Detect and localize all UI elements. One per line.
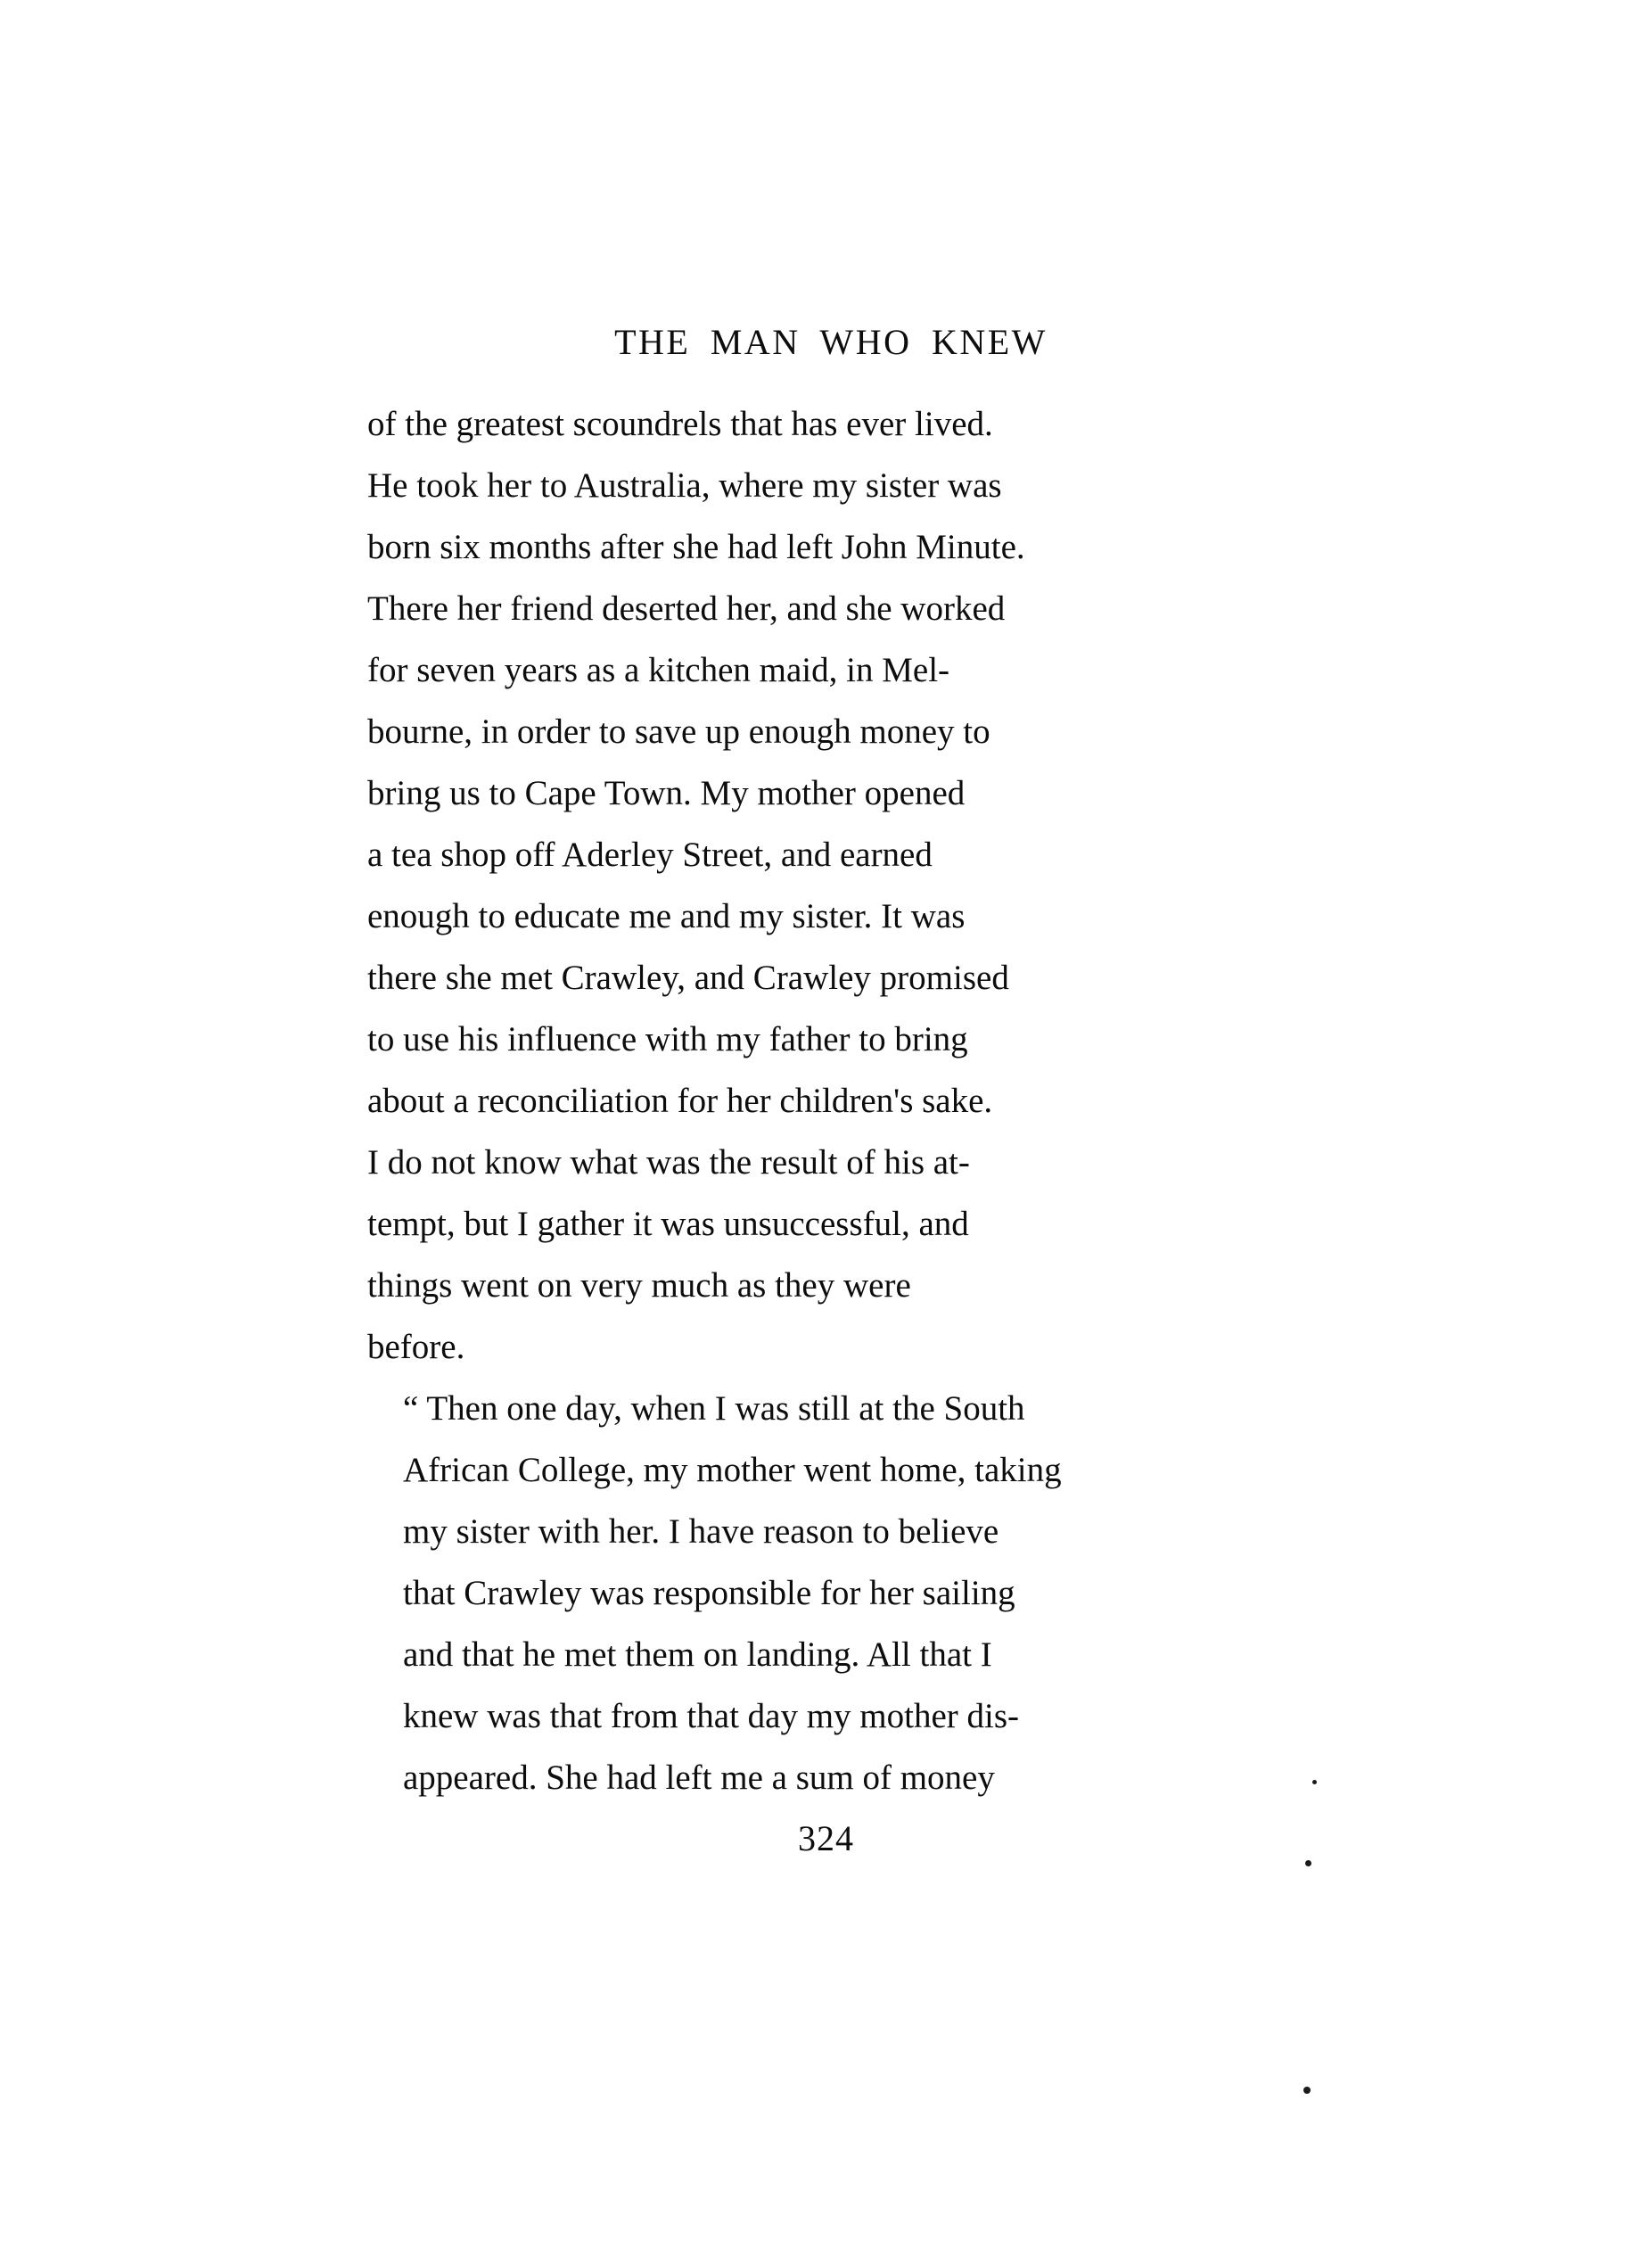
text-line: there she met Crawley, and Crawley promised [367, 959, 1009, 997]
paragraph-2-body [367, 1378, 1294, 1808]
text-line: tempt, but I gather it was unsuccessful, and [367, 1205, 969, 1243]
text-line: and that he met them on landing. All that I [403, 1635, 992, 1674]
text-line: “ Then one day, when I was still at the South [403, 1389, 1025, 1428]
text-line: enough to educate me and my sister. It was [367, 897, 966, 935]
text-line: a tea shop off Aderley Street, and earned [367, 836, 933, 874]
text-line: to use his influence with my father to bring [367, 1020, 968, 1058]
text-line: appeared. She had left me a sum of money [403, 1758, 995, 1797]
text-line: He took her to Australia, where my sister was [367, 466, 1002, 505]
text-line: bring us to Cape Town. My mother opened [367, 774, 966, 812]
text-line: my sister with her. I have reason to believe [403, 1512, 999, 1551]
text-line: things went on very much as they were [367, 1266, 911, 1305]
paper-speck [1305, 1860, 1311, 1866]
paper-speck [1303, 2087, 1311, 2094]
text-line: African College, my mother went home, taking [403, 1451, 1062, 1489]
text-line: for seven years as a kitchen maid, in Mel- [367, 651, 950, 689]
text-line: before. [367, 1328, 465, 1366]
paragraph-1-body [367, 393, 1294, 1378]
page-number: 324 [798, 1818, 854, 1858]
page-text-block [367, 321, 1294, 1808]
text-line: of the greatest scoundrels that has ever lived. [367, 405, 993, 443]
paragraph-1 [367, 393, 1294, 1808]
text-line: born six months after she had left John Minute. [367, 528, 1025, 566]
text-line: about a reconciliation for her children's sake. [367, 1082, 993, 1120]
text-line: There her friend deserted her, and she worked [367, 589, 1006, 628]
text-line: I do not know what was the result of his at- [367, 1143, 970, 1182]
text-line: knew was that from that day my mother dis- [403, 1697, 1020, 1735]
paper-speck [1312, 1780, 1317, 1784]
text-line: that Crawley was responsible for her sailing [403, 1574, 1015, 1612]
running-head: THE MAN WHO KNEW [614, 322, 1048, 362]
text-line: bourne, in order to save up enough money to [367, 712, 990, 751]
